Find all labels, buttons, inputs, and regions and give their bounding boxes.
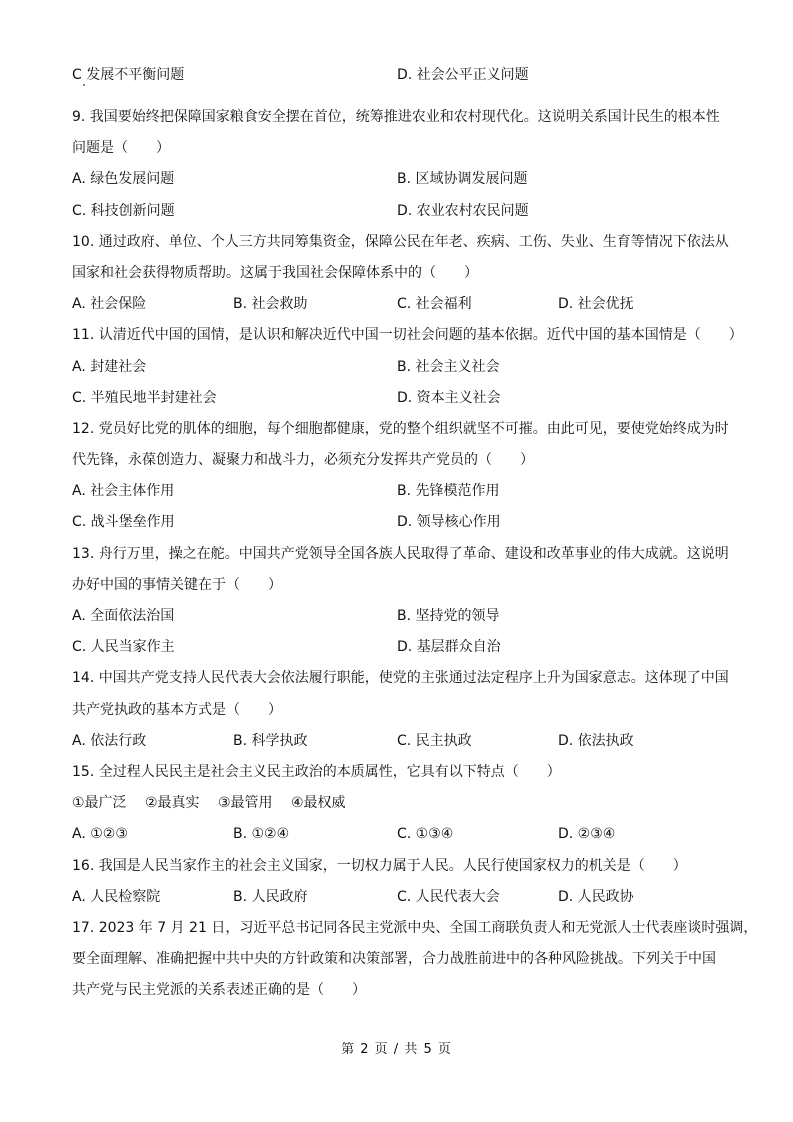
question-stem-line: 10. 通过政府、单位、个人三方共同筹集资金，保障公民在年老、疾病、工伤、失业、生育等情况下依法从 <box>72 233 729 250</box>
carryover-options-row <box>72 60 732 91</box>
options-row <box>72 819 732 850</box>
option-d: D. 资本主义社会 <box>397 389 501 406</box>
question <box>72 102 732 227</box>
question-stem-line: 代先锋，永葆创造力、凝聚力和战斗力，必须充分发挥共产党员的（ ） <box>72 452 534 469</box>
options-row <box>72 882 732 913</box>
page-footer: 第 2 页 / 共 5 页 <box>341 1042 452 1057</box>
option-a: A. ①②③ <box>72 826 128 843</box>
options-row <box>72 196 732 227</box>
question <box>72 320 743 414</box>
option-d: D. 农业农村农民问题 <box>397 202 529 219</box>
option-a: A. 社会主体作用 <box>72 483 175 500</box>
option-c: C. 半殖民地半封建社会 <box>72 389 217 406</box>
option-b: B. ①②④ <box>233 826 290 843</box>
option-d: D. ②③④ <box>558 826 616 843</box>
question <box>72 227 732 321</box>
question-stem-line: 16. 我国是人民当家作主的社会主义国家，一切权力属于人民。人民行使国家权力的机关是（ ） <box>72 857 687 874</box>
question-stem-line: 办好中国的事情关键在于（ ） <box>72 576 282 593</box>
question-list <box>72 102 758 1006</box>
question <box>72 913 758 1007</box>
question <box>72 851 732 913</box>
stray-mark <box>83 84 85 86</box>
option-a: A. 社会保险 <box>72 296 147 313</box>
option-c: C. 民主执政 <box>397 732 472 749</box>
question-stem-line: 9. 我国要始终把保障国家粮食安全摆在首位，统筹推进农业和农村现代化。这说明关系国计民生的根本性 <box>72 109 720 125</box>
options-row <box>72 476 732 507</box>
option-d: D. 基层群众自治 <box>397 639 501 656</box>
option-d: D. 社会优抚 <box>558 296 634 313</box>
question-stem-line: 国家和社会获得物质帮助。这属于我国社会保障体系中的（ ） <box>72 264 478 281</box>
option-b: B. 人民政府 <box>233 888 308 905</box>
option-b: B. 区域协调发展问题 <box>397 171 528 188</box>
question-stem-line: 13. 舟行万里，操之在舵。中国共产党领导全国各族人民取得了革命、建设和改革事业的伟大成就。这说明 <box>72 545 729 562</box>
option-c: C. 战斗堡垒作用 <box>72 514 175 531</box>
options-row <box>72 726 732 757</box>
question-stem-line: 15. 全过程人民民主是社会主义民主政治的本质属性，它具有以下特点（ ） <box>72 763 561 780</box>
options-row <box>72 164 732 195</box>
option-c: C. 社会福利 <box>397 296 472 313</box>
option-a: A. 依法行政 <box>72 732 147 749</box>
options-row <box>72 352 732 383</box>
question <box>72 663 732 757</box>
option-b: B. 社会救助 <box>233 296 308 313</box>
option-b: B. 先锋模范作用 <box>397 483 500 500</box>
options-row <box>72 383 732 414</box>
question-stem-line: 12. 党员好比党的肌体的细胞，每个细胞都健康，党的整个组织就坚不可摧。由此可见，要使党始终成为时 <box>72 420 729 437</box>
option-a: A. 全面依法治国 <box>72 608 175 624</box>
option-c: C 发展不平衡问题 <box>72 67 185 83</box>
options-row <box>72 601 732 632</box>
option-b: B. 坚持党的领导 <box>397 608 500 624</box>
question-stem-line: 17. 2023 年 7 月 21 日，习近平总书记同各民主党派中央、全国工商联负责人和无党派人士代表座谈时强调， <box>72 919 758 936</box>
option-c: C. 人民代表大会 <box>397 888 500 905</box>
option-a: A. 封建社会 <box>72 358 147 375</box>
option-d: D. 社会公平正义问题 <box>397 67 529 83</box>
option-a: A. 绿色发展问题 <box>72 171 175 188</box>
option-d: D. 人民政协 <box>558 888 634 905</box>
options-row <box>72 289 732 320</box>
option-b: B. 科学执政 <box>233 732 308 749</box>
option-d: D. 领导核心作用 <box>397 514 501 531</box>
question-stem-line: 共产党执政的基本方式是（ ） <box>72 701 282 718</box>
question-stem-line: 要全面理解、准确把握中共中央的方针政策和决策部署，合力战胜前进中的各种风险挑战。下列关于中国 <box>72 951 716 968</box>
question-stem-line: 共产党与民主党派的关系表述正确的是（ ） <box>72 982 366 999</box>
option-c: C. 科技创新问题 <box>72 202 175 219</box>
question-stem-line: 11. 认清近代中国的国情，是认识和解决近代中国一切社会问题的基本依据。近代中国的基本国情是（ ） <box>72 327 743 344</box>
option-a: A. 人民检察院 <box>72 888 161 905</box>
question <box>72 414 732 539</box>
option-d: D. 依法执政 <box>558 732 634 749</box>
question-stem-line: ①最广泛 ②最真实 ③最管用 ④最权威 <box>72 795 346 812</box>
option-b: B. 社会主义社会 <box>397 358 500 375</box>
options-row <box>72 507 732 538</box>
option-c: C. ①③④ <box>397 826 454 843</box>
question <box>72 539 732 664</box>
question-stem-line: 问题是（ ） <box>72 140 170 157</box>
question-stem-line: 14. 中国共产党支持人民代表大会依法履行职能，使党的主张通过法定程序上升为国家意志。这体现了中国 <box>72 670 729 687</box>
options-row <box>72 632 732 663</box>
question <box>72 757 732 851</box>
option-c: C. 人民当家作主 <box>72 639 175 656</box>
